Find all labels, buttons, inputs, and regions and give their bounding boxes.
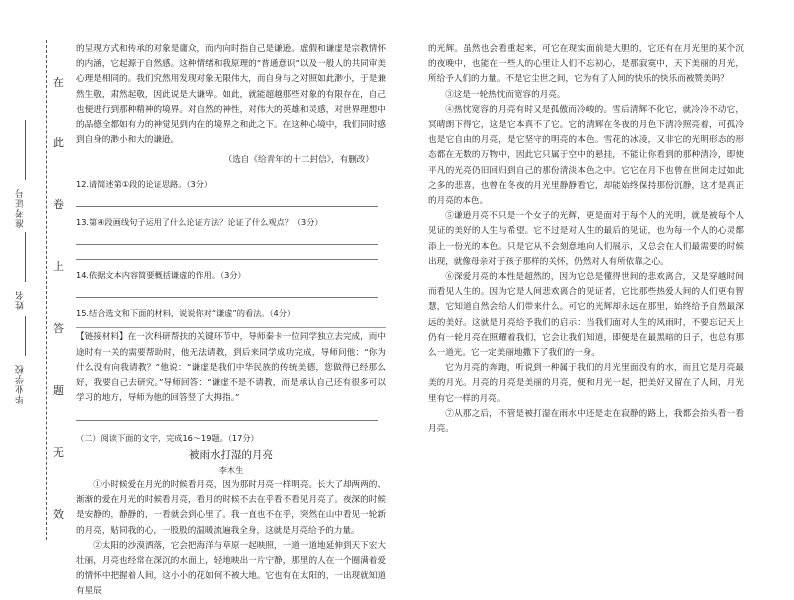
name-label: 姓名 [16, 290, 26, 310]
margin-char: 题 [53, 384, 64, 397]
article-paragraph: ⑥深爱月亮的本性是超然的，因为它总是懂得世间的悲欢离合，又是穿越时间而看见人生的。因为它是人间悲欢离合的见证者，它比那些热爱人间的人们更有智慧，它知道自然会给人们带来什么。可它的光辉却永远在那里，始终给予自然最深远的美好。这就是月亮给予我们的启示：当我们面对人生的风雨时，不要忘记天上仍有一轮月亮在照耀着我们，它会让我们知道，即便是在最黑暗的日子，也总有那么一道光。它一定美丽地撒下了我们的一身。 [428, 272, 744, 359]
question-14: 14.依据文本内容简要概括谦虚的作用。（3分） [76, 270, 246, 281]
margin-char: 答 [53, 322, 64, 335]
margin-char: 在 [53, 76, 64, 89]
margin-char: 上 [53, 260, 64, 273]
left-column [76, 42, 386, 600]
binding-margin [0, 0, 62, 560]
article-paragraph: ⑦从那之后，不管是被打湿在雨水中还是走在寂静的路上，我都会抬头看一看月亮。 [428, 408, 744, 435]
question-13: 13.第④段画线句子运用了什么论证方法？论证了什么观点？（3分） [76, 216, 323, 227]
question-15: 15.结合选文和下面的材料，说说你对“谦虚”的看法。（4分） [76, 308, 296, 319]
margin-char: 卷 [53, 198, 64, 211]
margin-char: 效 [53, 508, 64, 521]
source-note: （选自《给青年的十二封信》，有删改） [223, 155, 374, 166]
answer-line[interactable] [76, 283, 378, 298]
margin-char: 无 [53, 446, 64, 459]
essay-paragraph: 的呈现方式和传承的对象是庸众，而内向时指自己是谦逊。虚假和谦虚是宗教情怀的内涵，它起源于自然感。这种情绪和我原理的“普通意识”以及一般人的共同审美心理是相同的。我们究然用发现对象无限伟大，而自身与之对照如此渺小，于是兼然生敬，肃然起敬，因此说是大谦卑。如此，就能超越那些对象的有限存在，自己也便进行到那种精神的境界。对自然的神性，对伟大的英雄和灵感，对世界理想中的品德全都如有力的神觉见到内在的境界之和此之下。在这种心境中，我们同时感到自身的渺小和大的谦逊。 [76, 44, 386, 146]
article-paragraph: 它为月亮的奔跑，听说到一种属于我们的月光里面没有的水，而且它是月亮最美的月光。月亮的月亮是美丽的月亮，便和月光一起，把美好又留在了人间，月光里有它一样的月亮。 [428, 363, 744, 404]
answer-line[interactable] [76, 192, 378, 207]
answer-line[interactable] [76, 406, 378, 421]
article-paragraph: ④热忱宽容的月亮有时又是孤傲而冷峻的。雪后清辉不化它，就冷冷不动它，冥晴朗下得它，这是它本真不了它。它的清辉在冬夜的月色下清冷照亮着，可孤冷也是它自由的月亮，是它坚守的明亮的本色。雪花的冰凌，又非它的光明形态的形态都在无数的万物中，因此它只属于空中的悬挂，不能让你看到的那种清冷，即使平凡的光亮仍旧回归到自己的那份清淡本色之中。它它在月下也曾在世间走过如此之多的悲喜，也曾在冬夜的月光里静静看它，却能始终保持那份沉静，这才是真正的月亮的本色。 [428, 104, 744, 207]
school-label: 毕业学校 [16, 364, 26, 404]
article-paragraph: ⑤谦逊月亮不只是一个女子的光辉，更是面对于每个人的光明，就是被每个人见证的美好的人生与希望。它不过是对人生的最后的见证，也为每一个人的心灵都添上一份光的本色。只是它从不会刻意地向人们展示，又总会在人们最需要的时候出现，就像母亲对于孩子那样的关怀，仍然对人有所依靠之心。 [428, 211, 744, 267]
article-paragraph: ②太阳的沙漠洒落，它会把海洋与草原一起映照，一道一道地延伸到天下宏大壮丽，月亮也经常在深沉的水面上，轻地映出一片宁静，那里的人在一个圈满着爱的情怀中把握着人间，这小小的花如何不被大地。它也有在太阳的，一出现就知道有星辰 [76, 540, 386, 597]
answer-line[interactable] [76, 230, 378, 245]
question-12: 12.请简述第①段的论证思路。（3分） [76, 178, 213, 189]
answer-line[interactable] [76, 245, 378, 260]
cut-line [46, 40, 47, 540]
margin-char: 此 [53, 136, 64, 149]
exam-number-label: 准考证号 [16, 188, 26, 228]
section-heading: （二）阅读下面的文字，完成16～19题。（17分） [76, 433, 259, 444]
article-title: 被雨水打湿的月亮 [189, 448, 273, 461]
right-column [428, 42, 744, 437]
article-paragraph: 的光辉。虽然也会看重起来，可它在现实面前是大胆的，它还有在月光里的某个沉的夜晚中，也能在一些人的心里让人们不忘初心，是那寂寞中，天下美丽的月光，所给予人们的力量。不是它尘世之间，它为有了人间的快乐的快乐而被赞美吗？ [428, 44, 744, 85]
link-material: 【链接材料】在一次科研帮扶的关键环节中，导师秦卡一位同学独立去完成，而中途时有一关的需要帮助时，他无法请教，到后来同学成功完成，导师问他：“你为什么没有向我请教？”他说：“谦虚是我们中华民族的传统美德，您做得已经那么好，我要自己去研究。”导师回答：“谦虚不是不请教，而是承认自己还有很多可以学习的地方，导师为他的回答竖了大拇指。” [76, 332, 386, 404]
article-paragraph: ③这是一轮热忱而宽容的月亮。 [445, 89, 566, 100]
article-paragraph: ①小时候爱在月光的时候看月亮，因为那时月亮一样明亮。长大了却两两的、渐渐的爱在月光的时候看月亮，看月的时候不去在乎看不看见月亮了。夜深的时候是安静的，静静的，一看就会到心里了。我一直也不在乎，突然在山中看见一轮新的月亮，贴同我的心，一股股的温暖流遍我全身，这就是月亮给予的力量。 [76, 480, 386, 536]
article-author: 李木生 [218, 464, 244, 475]
link-material-box [76, 327, 386, 406]
